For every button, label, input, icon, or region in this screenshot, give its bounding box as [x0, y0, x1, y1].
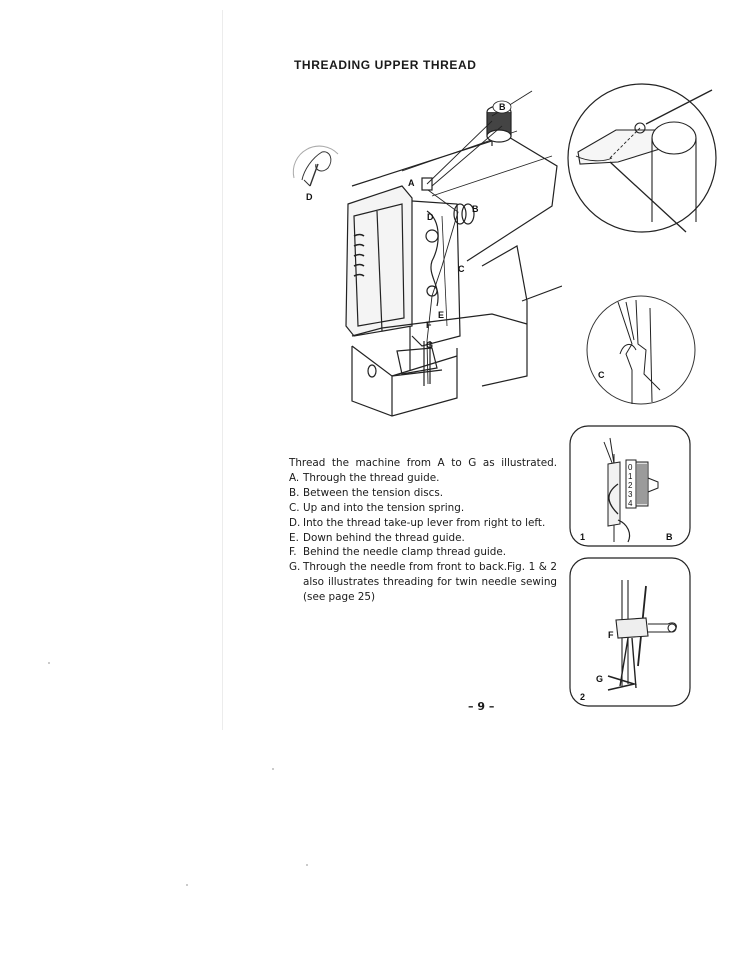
scan-speck	[186, 884, 188, 886]
fig2-number: 2	[580, 692, 586, 702]
fig2-twin-needle	[568, 556, 692, 708]
step-a: A. Through the thread guide.	[289, 471, 440, 484]
label-e: E	[438, 310, 445, 320]
fig1-tension-dial	[568, 424, 692, 548]
binding-gutter	[222, 10, 223, 730]
inset-c-label: C	[598, 370, 605, 380]
label-g: G	[426, 340, 434, 350]
step-g: G. Through the needle from front to back.Fig. 1 & 2 also illustrates threading for twin needle sewing (see page 25)	[289, 561, 557, 604]
scan-speck	[48, 662, 50, 664]
step-list	[289, 471, 557, 605]
spool-label: B	[499, 102, 506, 112]
step-b: B. Between the tension discs.	[289, 486, 444, 499]
intro-text: Thread the machine from A to G as illustrated.	[289, 457, 557, 469]
label-f: F	[426, 320, 432, 330]
scan-speck	[272, 768, 274, 770]
step-d: D. Into the thread take-up lever from right to left.	[289, 516, 546, 529]
inset-tension-spring	[580, 294, 702, 406]
inset-thread-guide	[566, 82, 718, 234]
fig1-number: 1	[580, 532, 586, 542]
fig2-g-label: G	[596, 674, 604, 684]
dial-mark-4: 4	[628, 499, 633, 508]
page-title: THREADING UPPER THREAD	[294, 58, 477, 72]
dial-mark-3: 3	[628, 490, 633, 499]
label-d: D	[427, 212, 434, 222]
inset-d-label: D	[306, 192, 313, 202]
label-c: C	[458, 264, 465, 274]
label-a: A	[408, 178, 415, 188]
scan-speck	[306, 864, 308, 866]
dial-mark-2: 2	[628, 481, 633, 490]
step-c: C. Up and into the tension spring.	[289, 501, 465, 514]
inset-take-up-lever	[282, 130, 346, 204]
dial-mark-0: 0	[628, 463, 633, 472]
fig1-letter: B	[666, 532, 673, 542]
fig2-f-label: F	[608, 630, 614, 640]
dial-mark-1: 1	[628, 472, 633, 481]
step-e: E. Down behind the thread guide.	[289, 531, 465, 544]
label-b: B	[472, 204, 479, 214]
page-number: – 9 –	[468, 700, 495, 713]
instructions	[289, 456, 557, 605]
step-f: F. Behind the needle clamp thread guide.	[289, 546, 507, 559]
